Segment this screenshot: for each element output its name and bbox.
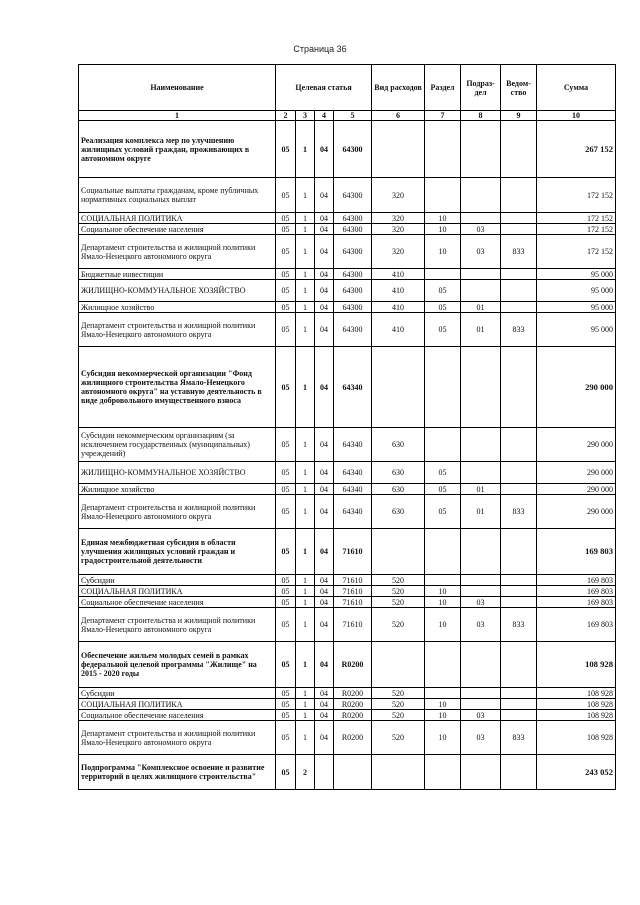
section: 10 xyxy=(425,710,461,721)
target-code-4: 64340 xyxy=(334,495,372,529)
table-row xyxy=(79,462,616,484)
department-code xyxy=(501,529,537,575)
target-code-1: 05 xyxy=(276,280,296,302)
expense-type: 520 xyxy=(372,721,425,755)
section xyxy=(425,269,461,280)
target-code-4: 71610 xyxy=(334,529,372,575)
target-code-3: 04 xyxy=(315,484,334,495)
target-code-2: 1 xyxy=(296,575,315,586)
row-name: Единая межбюджетная субсидия в области улучшения жилищных условий граждан и градостроительной деятельности xyxy=(79,529,276,575)
target-code-4: R0200 xyxy=(334,721,372,755)
subsection xyxy=(461,178,501,213)
amount: 169 803 xyxy=(537,575,616,586)
table-row xyxy=(79,428,616,462)
target-code-3: 04 xyxy=(315,213,334,224)
row-name: Бюджетные инвестиции xyxy=(79,269,276,280)
table-row xyxy=(79,121,616,178)
department-code xyxy=(501,586,537,597)
target-code-4: R0200 xyxy=(334,642,372,688)
amount: 169 803 xyxy=(537,608,616,642)
subsection xyxy=(461,347,501,428)
target-code-1: 05 xyxy=(276,269,296,280)
table-row xyxy=(79,575,616,586)
target-code-4: 64340 xyxy=(334,484,372,495)
amount: 108 928 xyxy=(537,721,616,755)
target-code-1: 05 xyxy=(276,178,296,213)
row-name: Департамент строительства и жилищной политики Ямало-Ненецкого автономного округа xyxy=(79,721,276,755)
subsection: 01 xyxy=(461,495,501,529)
header-podrazdel: Подраз-дел xyxy=(461,65,501,111)
amount: 108 928 xyxy=(537,642,616,688)
row-name: Социальное обеспечение населения xyxy=(79,597,276,608)
target-code-3: 04 xyxy=(315,608,334,642)
table-row xyxy=(79,688,616,699)
target-code-4: 64300 xyxy=(334,224,372,235)
amount: 290 000 xyxy=(537,428,616,462)
table-row xyxy=(79,178,616,213)
section: 05 xyxy=(425,313,461,347)
target-code-4: 71610 xyxy=(334,597,372,608)
target-code-1: 05 xyxy=(276,721,296,755)
department-code xyxy=(501,642,537,688)
target-code-2: 1 xyxy=(296,597,315,608)
target-code-2: 1 xyxy=(296,642,315,688)
target-code-4: 64300 xyxy=(334,121,372,178)
table-row xyxy=(79,597,616,608)
expense-type: 410 xyxy=(372,269,425,280)
target-code-1: 05 xyxy=(276,575,296,586)
target-code-3: 04 xyxy=(315,428,334,462)
target-code-2: 1 xyxy=(296,213,315,224)
target-code-3 xyxy=(315,755,334,790)
target-code-2: 1 xyxy=(296,586,315,597)
row-name: СОЦИАЛЬНАЯ ПОЛИТИКА xyxy=(79,586,276,597)
target-code-2: 1 xyxy=(296,347,315,428)
page-number: Страница 36 xyxy=(293,44,347,54)
amount: 108 928 xyxy=(537,699,616,710)
target-code-2: 1 xyxy=(296,269,315,280)
expense-type: 630 xyxy=(372,462,425,484)
department-code xyxy=(501,575,537,586)
department-code xyxy=(501,302,537,313)
col-number: 5 xyxy=(334,111,372,121)
table-row xyxy=(79,347,616,428)
target-code-2: 1 xyxy=(296,235,315,269)
department-code xyxy=(501,428,537,462)
col-number: 1 xyxy=(79,111,276,121)
table-row xyxy=(79,755,616,790)
amount: 290 000 xyxy=(537,495,616,529)
target-code-1: 05 xyxy=(276,755,296,790)
department-code: 833 xyxy=(501,313,537,347)
section xyxy=(425,642,461,688)
table-row xyxy=(79,586,616,597)
section: 10 xyxy=(425,586,461,597)
amount: 169 803 xyxy=(537,529,616,575)
target-code-3: 04 xyxy=(315,462,334,484)
target-code-1: 05 xyxy=(276,313,296,347)
target-code-2: 1 xyxy=(296,484,315,495)
subsection xyxy=(461,755,501,790)
target-code-4: 64340 xyxy=(334,347,372,428)
target-code-1: 05 xyxy=(276,302,296,313)
row-name: Департамент строительства и жилищной политики Ямало-Ненецкого автономного округа xyxy=(79,608,276,642)
department-code xyxy=(501,484,537,495)
section: 10 xyxy=(425,597,461,608)
target-code-1: 05 xyxy=(276,462,296,484)
expense-type: 320 xyxy=(372,224,425,235)
section: 10 xyxy=(425,235,461,269)
table-row xyxy=(79,710,616,721)
section: 05 xyxy=(425,495,461,529)
col-number: 10 xyxy=(537,111,616,121)
target-code-4: R0200 xyxy=(334,688,372,699)
table-row xyxy=(79,529,616,575)
expense-type: 410 xyxy=(372,280,425,302)
target-code-4: 71610 xyxy=(334,586,372,597)
header-summa: Сумма xyxy=(537,65,616,111)
section: 10 xyxy=(425,213,461,224)
target-code-4: R0200 xyxy=(334,699,372,710)
expense-type: 520 xyxy=(372,710,425,721)
row-name: Реализация комплекса мер по улучшению жилищных условий граждан, проживающих в автономном округе xyxy=(79,121,276,178)
target-code-4: 64300 xyxy=(334,313,372,347)
department-code xyxy=(501,269,537,280)
expense-type: 630 xyxy=(372,495,425,529)
target-code-4: 64340 xyxy=(334,428,372,462)
section xyxy=(425,688,461,699)
header-row xyxy=(79,65,616,111)
target-code-2: 1 xyxy=(296,462,315,484)
target-code-3: 04 xyxy=(315,721,334,755)
subsection xyxy=(461,213,501,224)
target-code-4: R0200 xyxy=(334,710,372,721)
row-name: ЖИЛИЩНО-КОММУНАЛЬНОЕ ХОЗЯЙСТВО xyxy=(79,280,276,302)
section: 10 xyxy=(425,608,461,642)
target-code-1: 05 xyxy=(276,224,296,235)
amount: 172 152 xyxy=(537,178,616,213)
section xyxy=(425,529,461,575)
target-code-4 xyxy=(334,755,372,790)
col-number: 8 xyxy=(461,111,501,121)
department-code xyxy=(501,347,537,428)
section: 10 xyxy=(425,699,461,710)
target-code-3: 04 xyxy=(315,642,334,688)
target-code-1: 05 xyxy=(276,428,296,462)
row-name: Департамент строительства и жилищной политики Ямало-Ненецкого автономного округа xyxy=(79,235,276,269)
amount: 290 000 xyxy=(537,462,616,484)
col-number: 6 xyxy=(372,111,425,121)
department-code xyxy=(501,597,537,608)
section xyxy=(425,347,461,428)
target-code-2: 1 xyxy=(296,428,315,462)
department-code xyxy=(501,462,537,484)
target-code-4: 64300 xyxy=(334,178,372,213)
target-code-1: 05 xyxy=(276,235,296,269)
header-vedomstvo: Ведом-ство xyxy=(501,65,537,111)
department-code: 833 xyxy=(501,608,537,642)
amount: 267 152 xyxy=(537,121,616,178)
target-code-1: 05 xyxy=(276,484,296,495)
target-code-4: 64300 xyxy=(334,235,372,269)
target-code-2: 1 xyxy=(296,688,315,699)
department-code xyxy=(501,213,537,224)
department-code xyxy=(501,688,537,699)
amount: 95 000 xyxy=(537,269,616,280)
row-name: Субсидии xyxy=(79,575,276,586)
amount: 169 803 xyxy=(537,586,616,597)
col-number: 7 xyxy=(425,111,461,121)
section: 10 xyxy=(425,721,461,755)
target-code-1: 05 xyxy=(276,688,296,699)
target-code-3: 04 xyxy=(315,178,334,213)
row-name: Департамент строительства и жилищной политики Ямало-Ненецкого автономного округа xyxy=(79,495,276,529)
target-code-1: 05 xyxy=(276,495,296,529)
target-code-1: 05 xyxy=(276,347,296,428)
header-target: Целевая статья xyxy=(276,65,372,111)
subsection: 01 xyxy=(461,302,501,313)
section: 10 xyxy=(425,224,461,235)
target-code-2: 1 xyxy=(296,224,315,235)
target-code-2: 1 xyxy=(296,178,315,213)
target-code-3: 04 xyxy=(315,586,334,597)
target-code-3: 04 xyxy=(315,313,334,347)
expense-type: 520 xyxy=(372,608,425,642)
target-code-2: 1 xyxy=(296,699,315,710)
row-name: СОЦИАЛЬНАЯ ПОЛИТИКА xyxy=(79,213,276,224)
expense-type xyxy=(372,347,425,428)
row-name: Обеспечение жильем молодых семей в рамках федеральной целевой программы "Жилище" на 2015 - 2020 годы xyxy=(79,642,276,688)
amount: 108 928 xyxy=(537,688,616,699)
subsection xyxy=(461,529,501,575)
department-code xyxy=(501,121,537,178)
table-row xyxy=(79,213,616,224)
table-row xyxy=(79,280,616,302)
expense-type xyxy=(372,755,425,790)
table-row xyxy=(79,313,616,347)
target-code-2: 1 xyxy=(296,710,315,721)
table-row xyxy=(79,699,616,710)
expense-type xyxy=(372,121,425,178)
target-code-2: 2 xyxy=(296,755,315,790)
table-row xyxy=(79,484,616,495)
subsection: 03 xyxy=(461,597,501,608)
target-code-2: 1 xyxy=(296,121,315,178)
target-code-3: 04 xyxy=(315,269,334,280)
section: 05 xyxy=(425,302,461,313)
row-name: Субсидии xyxy=(79,688,276,699)
expense-type: 410 xyxy=(372,313,425,347)
target-code-3: 04 xyxy=(315,224,334,235)
amount: 290 000 xyxy=(537,347,616,428)
department-code xyxy=(501,224,537,235)
target-code-4: 71610 xyxy=(334,575,372,586)
expense-type: 630 xyxy=(372,428,425,462)
row-name: Жилищное хозяйство xyxy=(79,302,276,313)
col-number: 9 xyxy=(501,111,537,121)
target-code-1: 05 xyxy=(276,642,296,688)
section xyxy=(425,755,461,790)
section xyxy=(425,575,461,586)
subsection xyxy=(461,280,501,302)
expense-type: 520 xyxy=(372,586,425,597)
target-code-1: 05 xyxy=(276,710,296,721)
target-code-2: 1 xyxy=(296,313,315,347)
table-row xyxy=(79,642,616,688)
target-code-1: 05 xyxy=(276,213,296,224)
department-code xyxy=(501,280,537,302)
subsection xyxy=(461,642,501,688)
subsection: 03 xyxy=(461,235,501,269)
target-code-4: 64300 xyxy=(334,269,372,280)
target-code-1: 05 xyxy=(276,586,296,597)
row-name: Социальное обеспечение населения xyxy=(79,224,276,235)
table-row xyxy=(79,302,616,313)
subsection: 01 xyxy=(461,484,501,495)
table-body xyxy=(79,121,616,790)
col-number: 4 xyxy=(315,111,334,121)
header-name: Наименование xyxy=(79,65,276,111)
subsection: 03 xyxy=(461,721,501,755)
subsection xyxy=(461,428,501,462)
section xyxy=(425,428,461,462)
amount: 290 000 xyxy=(537,484,616,495)
row-name: ЖИЛИЩНО-КОММУНАЛЬНОЕ ХОЗЯЙСТВО xyxy=(79,462,276,484)
section xyxy=(425,121,461,178)
row-name: Социальное обеспечение населения xyxy=(79,710,276,721)
target-code-3: 04 xyxy=(315,529,334,575)
department-code xyxy=(501,755,537,790)
target-code-2: 1 xyxy=(296,529,315,575)
section: 05 xyxy=(425,462,461,484)
expense-type: 520 xyxy=(372,688,425,699)
department-code xyxy=(501,710,537,721)
row-name: Департамент строительства и жилищной политики Ямало-Ненецкого автономного округа xyxy=(79,313,276,347)
subsection: 03 xyxy=(461,224,501,235)
amount: 95 000 xyxy=(537,313,616,347)
amount: 95 000 xyxy=(537,280,616,302)
expense-type: 410 xyxy=(372,302,425,313)
header-vid: Вид расходов xyxy=(372,65,425,111)
subsection xyxy=(461,462,501,484)
section xyxy=(425,178,461,213)
amount: 108 928 xyxy=(537,710,616,721)
section: 05 xyxy=(425,484,461,495)
table-row xyxy=(79,224,616,235)
subsection xyxy=(461,688,501,699)
target-code-1: 05 xyxy=(276,608,296,642)
subsection: 01 xyxy=(461,313,501,347)
target-code-2: 1 xyxy=(296,608,315,642)
subsection: 03 xyxy=(461,710,501,721)
department-code xyxy=(501,699,537,710)
col-number: 2 xyxy=(276,111,296,121)
target-code-3: 04 xyxy=(315,347,334,428)
subsection xyxy=(461,575,501,586)
amount: 169 803 xyxy=(537,597,616,608)
expense-type: 320 xyxy=(372,178,425,213)
amount: 172 152 xyxy=(537,235,616,269)
table-row xyxy=(79,721,616,755)
table-row xyxy=(79,608,616,642)
target-code-4: 64300 xyxy=(334,302,372,313)
department-code: 833 xyxy=(501,235,537,269)
col-number: 3 xyxy=(296,111,315,121)
target-code-1: 05 xyxy=(276,121,296,178)
row-name: Субсидии некоммерческим организациям (за исключением государственных (муниципальных) учреждений) xyxy=(79,428,276,462)
amount: 243 052 xyxy=(537,755,616,790)
target-code-3: 04 xyxy=(315,699,334,710)
target-code-3: 04 xyxy=(315,597,334,608)
expense-type: 520 xyxy=(372,699,425,710)
target-code-1: 05 xyxy=(276,699,296,710)
row-name: Подпрограмма "Комплексное освоение и развитие территорий в целях жилищного строительства" xyxy=(79,755,276,790)
target-code-3: 04 xyxy=(315,280,334,302)
expense-type: 320 xyxy=(372,235,425,269)
target-code-1: 05 xyxy=(276,529,296,575)
subsection xyxy=(461,586,501,597)
subsection xyxy=(461,121,501,178)
target-code-4: 71610 xyxy=(334,608,372,642)
target-code-3: 04 xyxy=(315,302,334,313)
row-name: Социальные выплаты гражданам, кроме публичных нормативных социальных выплат xyxy=(79,178,276,213)
budget-table xyxy=(78,64,616,790)
subsection: 03 xyxy=(461,608,501,642)
subsection xyxy=(461,269,501,280)
table-row xyxy=(79,495,616,529)
expense-type: 520 xyxy=(372,575,425,586)
target-code-2: 1 xyxy=(296,721,315,755)
target-code-4: 64300 xyxy=(334,280,372,302)
target-code-3: 04 xyxy=(315,235,334,269)
subsection xyxy=(461,699,501,710)
target-code-2: 1 xyxy=(296,495,315,529)
target-code-4: 64340 xyxy=(334,462,372,484)
amount: 172 152 xyxy=(537,213,616,224)
department-code xyxy=(501,178,537,213)
target-code-3: 04 xyxy=(315,495,334,529)
table-row xyxy=(79,235,616,269)
department-code: 833 xyxy=(501,495,537,529)
target-code-4: 64300 xyxy=(334,213,372,224)
row-name: Субсидия некоммерческой организации "Фонд жилищного строительства Ямало-Ненецкого автономного округа" на уставную деятельность в виде добровольного имущественного взноса xyxy=(79,347,276,428)
target-code-1: 05 xyxy=(276,597,296,608)
target-code-3: 04 xyxy=(315,710,334,721)
section: 05 xyxy=(425,280,461,302)
target-code-3: 04 xyxy=(315,688,334,699)
target-code-3: 04 xyxy=(315,575,334,586)
target-code-2: 1 xyxy=(296,280,315,302)
expense-type xyxy=(372,529,425,575)
expense-type: 320 xyxy=(372,213,425,224)
target-code-2: 1 xyxy=(296,302,315,313)
amount: 172 152 xyxy=(537,224,616,235)
expense-type: 520 xyxy=(372,597,425,608)
row-name: Жилищное хозяйство xyxy=(79,484,276,495)
target-code-3: 04 xyxy=(315,121,334,178)
number-row xyxy=(79,111,616,121)
department-code: 833 xyxy=(501,721,537,755)
row-name: СОЦИАЛЬНАЯ ПОЛИТИКА xyxy=(79,699,276,710)
expense-type: 630 xyxy=(372,484,425,495)
amount: 95 000 xyxy=(537,302,616,313)
expense-type xyxy=(372,642,425,688)
header-razdel: Раздел xyxy=(425,65,461,111)
table-row xyxy=(79,269,616,280)
